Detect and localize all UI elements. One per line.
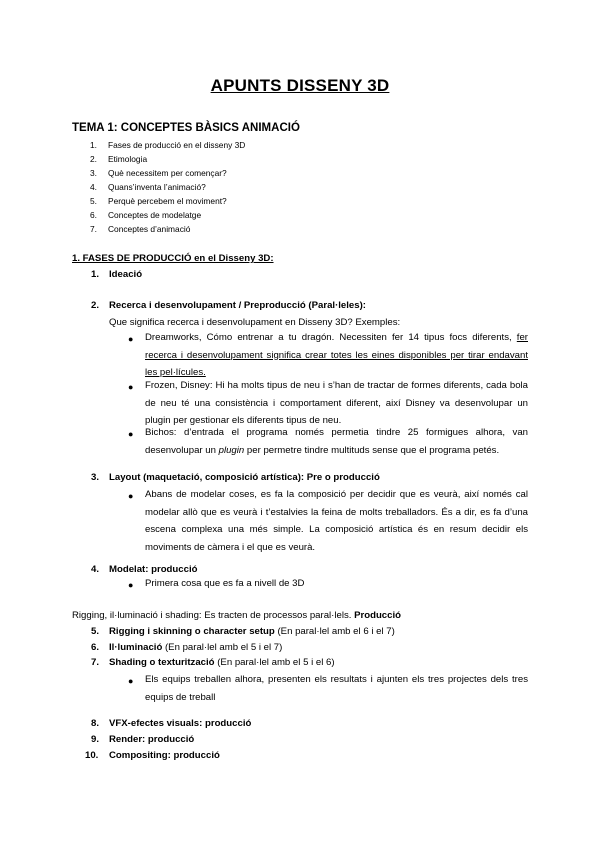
item-number: 3.: [91, 472, 100, 483]
bullet-icon: ●: [128, 429, 134, 439]
toc-item: 5. Perquè percebem el moviment?: [90, 196, 227, 206]
item-number: 10.: [85, 750, 99, 761]
bullet-icon: ●: [128, 580, 134, 590]
rigging-note: Rigging, il·luminació i shading: Es tracten de processos paral·lels. Producció: [72, 610, 402, 621]
item-heading: Recerca i desenvolupament / Preproducció (Paral·leles):: [109, 300, 366, 311]
item-number: 6.: [91, 642, 100, 653]
toc-item: 4. Quans’inventa l’animació?: [90, 182, 206, 192]
item-number: 7.: [91, 657, 100, 668]
item-heading: Compositing: producció: [109, 750, 220, 761]
item-heading: Modelat: producció: [109, 564, 198, 575]
bullet-icon: ●: [128, 382, 134, 392]
bullet-icon: ●: [128, 334, 134, 344]
item-number: 5.: [91, 626, 100, 637]
bullet-paragraph: Frozen, Disney: Hi ha molts tipus de neu i s’han de tractar de formes diferents, cada bola de neu té una consistència i comportament diferent, així Disney va desenvolupar un plugin per gestionar els diferents tipus de neu.: [145, 380, 528, 427]
bullet-paragraph: Els equips treballen alhora, presenten els resultats i ajunten els tres projectes dels tres equips de treball: [145, 674, 528, 703]
bullet-icon: ●: [128, 491, 134, 501]
item-number: 9.: [91, 734, 100, 745]
bullet-paragraph: Primera cosa que es fa a nivell de 3D: [145, 578, 305, 589]
tema-heading: TEMA 1: CONCEPTES BÀSICS ANIMACIÓ: [72, 122, 300, 134]
toc-item: 6. Conceptes de modelatge: [90, 210, 202, 220]
item-number: 1.: [91, 269, 100, 280]
item-heading: VFX-efectes visuals: producció: [109, 718, 252, 729]
item-number: 4.: [91, 564, 100, 575]
section-heading: 1. FASES DE PRODUCCIÓ en el Disseny 3D:: [72, 253, 274, 264]
toc-item: 3. Què necessitem per començar?: [90, 168, 227, 178]
item-intro: Que significa recerca i desenvolupament en Disseny 3D? Exemples:: [109, 317, 401, 328]
toc-item: 1. Fases de producció en el disseny 3D: [90, 140, 246, 150]
item-heading: Shading o texturització (En paral·lel amb el 5 i el 6): [109, 657, 335, 668]
item-heading: Render: producció: [109, 734, 195, 745]
item-heading: Ideació: [109, 269, 143, 280]
item-heading: Il·luminació (En paral·lel amb el 5 i el 7): [109, 642, 283, 653]
item-number: 2.: [91, 300, 100, 311]
item-number: 8.: [91, 718, 100, 729]
table-of-contents: [90, 138, 245, 236]
bullet-paragraph: Abans de modelar coses, es fa la composició per decidir que es veurà, així només cal modelar allò que es veurà i t’estalvies la feina de molts treballadors. És a dir, es fa d’una escena complexa una més simple. La composició artística és en resum decidir els moviments de càmera i el que es veurà.: [145, 489, 528, 553]
bullet-paragraph: Bichos: d’entrada el programa només permetia tindre 25 formigues alhora, van desenvolupar un plugin per permetre tindre multituds sense que el programa petés.: [145, 427, 528, 456]
toc-item: 2. Etimologia: [90, 154, 148, 164]
document-title: APUNTS DISSENY 3D: [210, 76, 390, 95]
item-heading: Layout (maquetació, composició artística): Pre o producció: [109, 472, 380, 483]
item-heading: Rigging i skinning o character setup (En paral·lel amb el 6 i el 7): [109, 626, 395, 637]
bullet-icon: ●: [128, 676, 134, 686]
bullet-paragraph: Dreamworks, Cómo entrenar a tu dragón. Necessiten fer 14 tipus focs diferents, fer recerca i desenvolupament significa crear totes les eines disponibles per tirar endavant les pel·lícules.: [145, 332, 528, 379]
toc-item: 7. Conceptes d’animació: [90, 224, 191, 234]
